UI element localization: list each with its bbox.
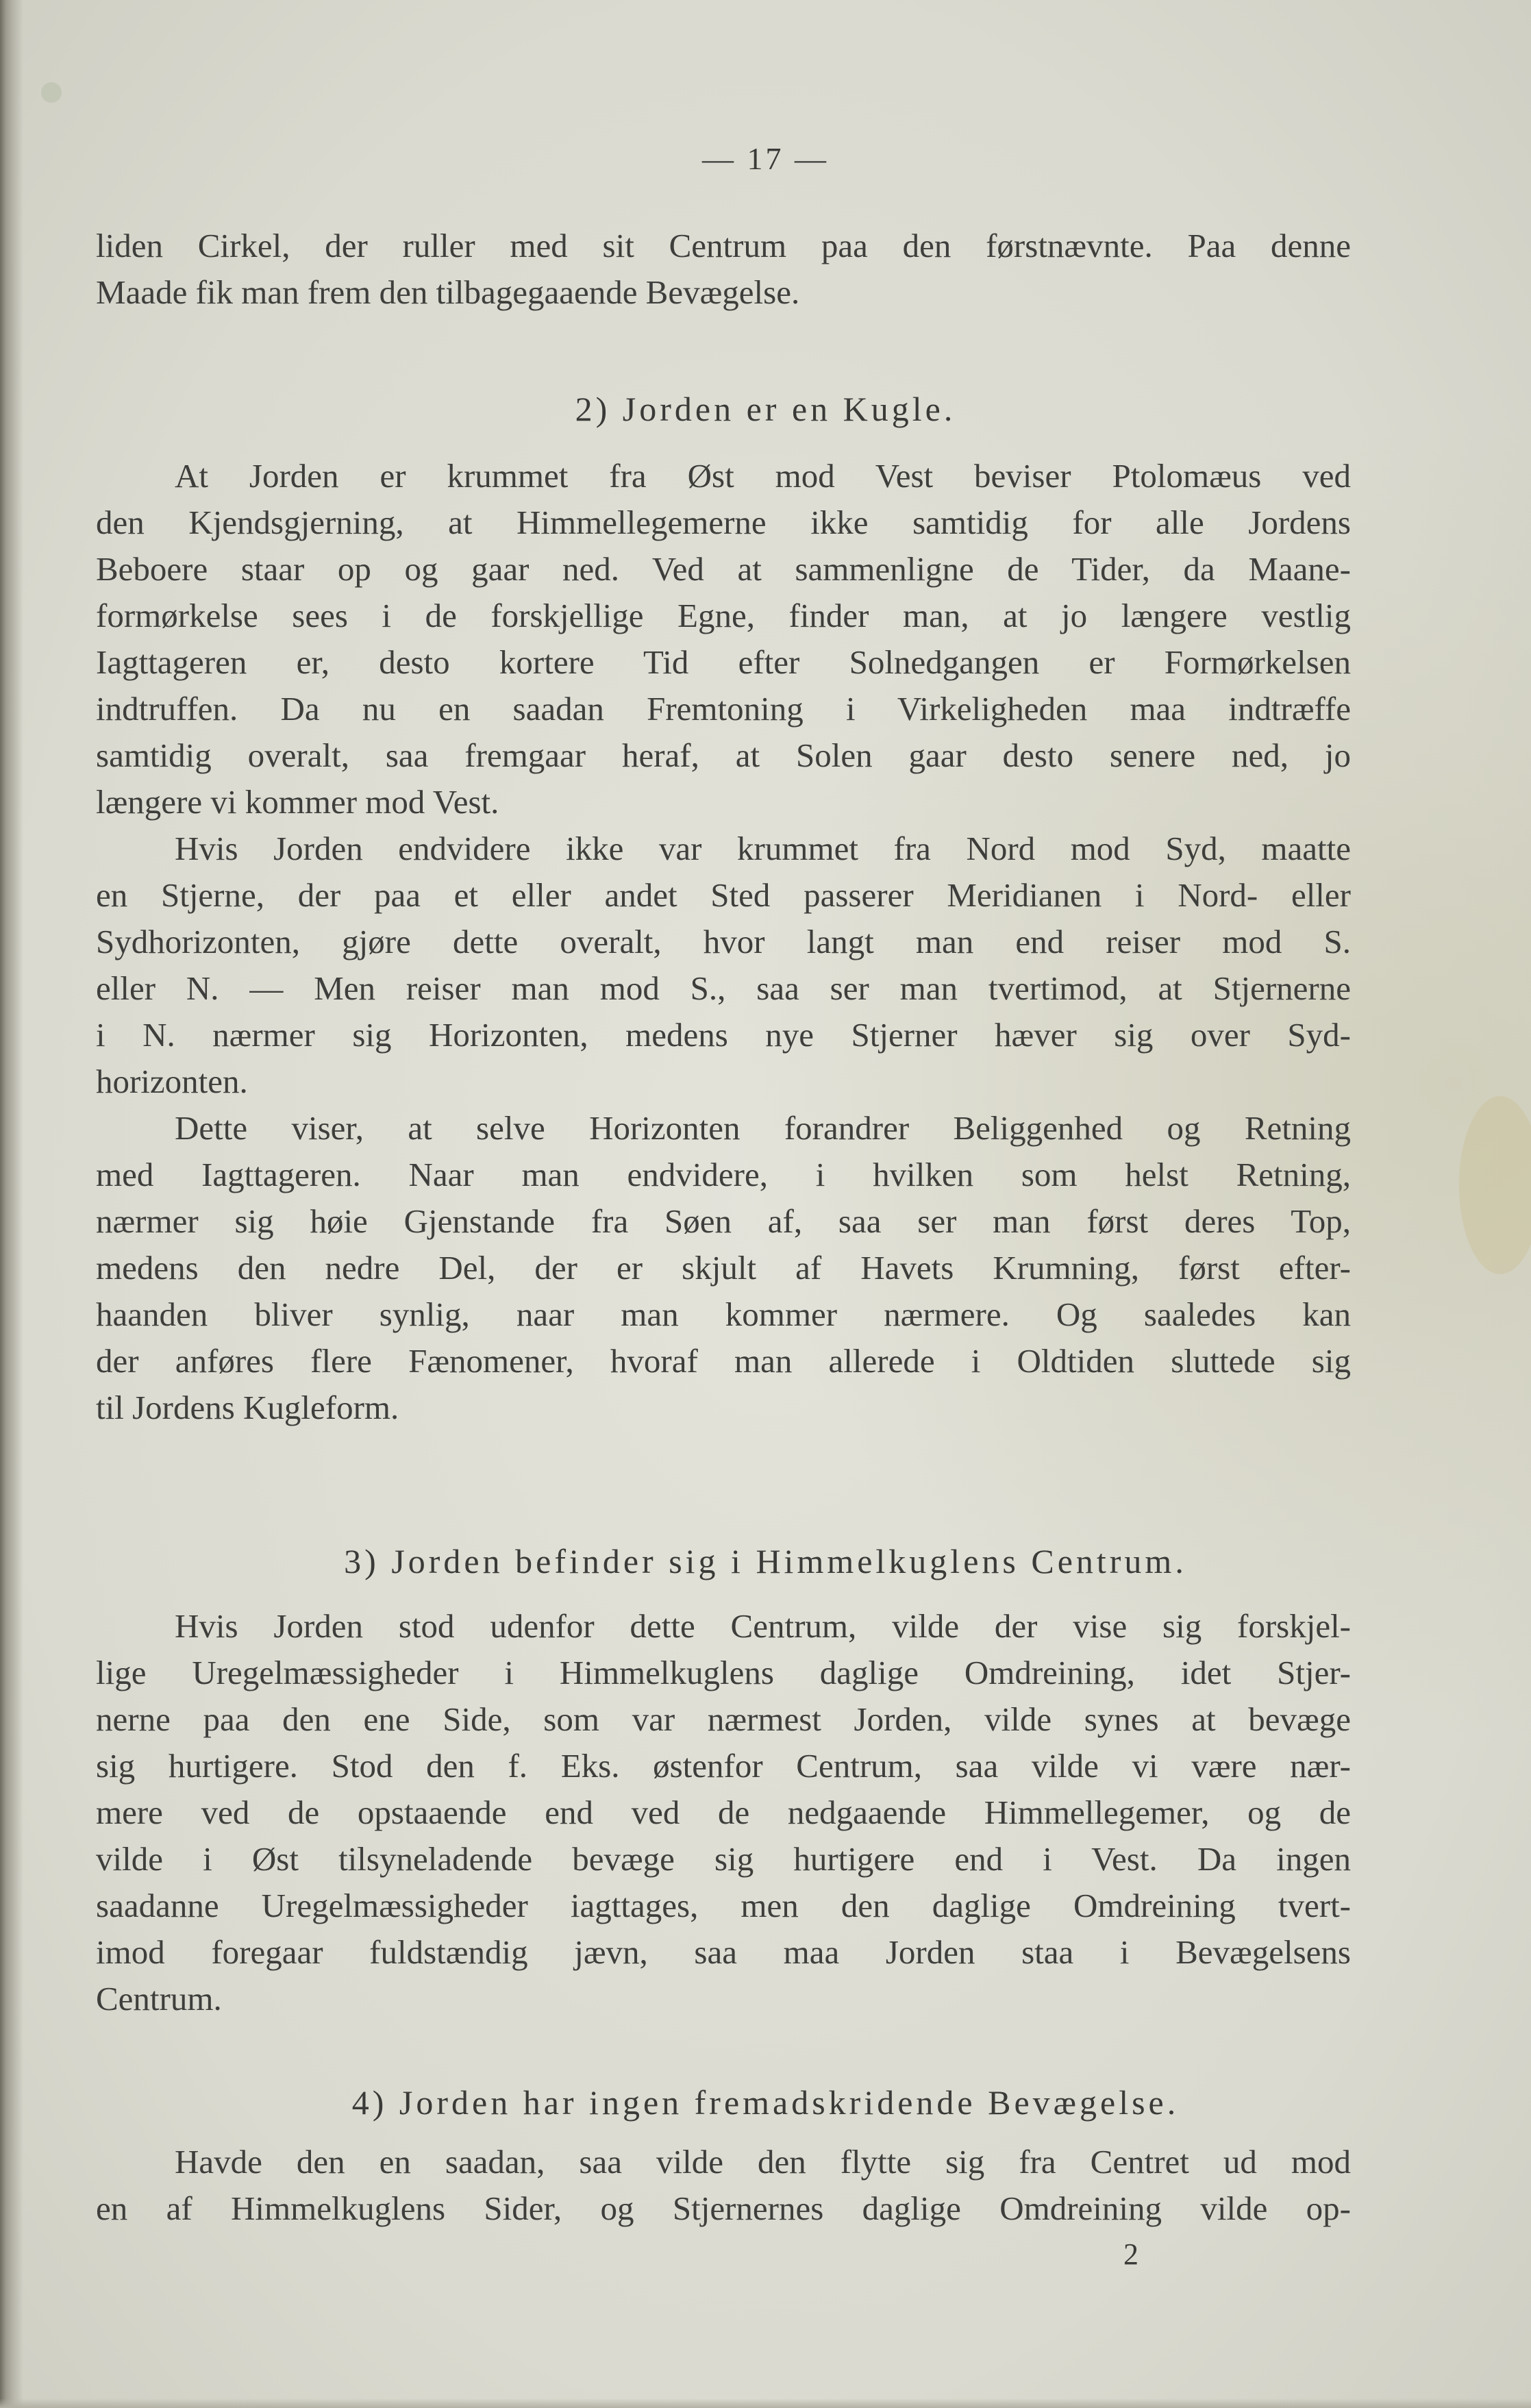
page-binding-edge xyxy=(0,0,23,2408)
text-line: indtruffen. Da nu en saadan Fremtoning i Virkeligheden maa indtræffe xyxy=(96,690,1351,728)
text-line: Sydhorizonten, gjøre dette overalt, hvor langt man end reiser mod S. xyxy=(96,923,1351,960)
text-line: nerne paa den ene Side, som var nærmest Jorden, vilde synes at bevæge xyxy=(96,1700,1351,1738)
text-line: At Jorden er krummet fra Øst mod Vest beviser Ptolomæus ved xyxy=(175,457,1351,495)
text-line: liden Cirkel, der ruller med sit Centrum paa den førstnævnte. Paa denne xyxy=(96,227,1351,264)
text-line: den Kjendsgjerning, at Himmellegemerne ikke samtidig for alle Jordens xyxy=(96,504,1351,541)
section-heading-3: 3) Jorden befinder sig i Himmelkuglens Centrum. xyxy=(344,1542,1187,1580)
text-line: eller N. — Men reiser man mod S., saa ser man tvertimod, at Stjernerne xyxy=(96,969,1351,1007)
text-line: en Stjerne, der paa et eller andet Sted passerer Meridianen i Nord- eller xyxy=(96,876,1351,914)
text-line: med Iagttageren. Naar man endvidere, i hvilken som helst Retning, xyxy=(96,1156,1351,1193)
text-line: der anføres flere Fænomener, hvoraf man allerede i Oldtiden sluttede sig xyxy=(96,1342,1351,1380)
text-line: sig hurtigere. Stod den f. Eks. østenfor Centrum, saa vilde vi være nær- xyxy=(96,1747,1351,1785)
text-line: horizonten. xyxy=(96,1063,248,1100)
section-3-paragraph-1 xyxy=(96,1603,1351,2022)
section-2-paragraph-3 xyxy=(96,1105,1351,1431)
text-line: Havde den en saadan, saa vilde den flytte sig fra Centret ud mod xyxy=(175,2143,1351,2181)
text-line: formørkelse sees i de forskjellige Egne, finder man, at jo længere vestlig xyxy=(96,597,1351,634)
section-4-paragraph-1 xyxy=(96,2139,1351,2232)
paper-stain xyxy=(41,82,62,103)
section-2-paragraph-2 xyxy=(96,826,1351,1105)
text-line: saadanne Uregelmæssigheder iagttages, men den daglige Omdreining tvert- xyxy=(96,1887,1351,1924)
running-head-page-number: — 17 — xyxy=(702,141,829,176)
text-line: Hvis Jorden endvidere ikke var krummet fra Nord mod Syd, maatte xyxy=(175,830,1351,867)
section-heading-4: 4) Jorden har ingen fremadskridende Bevægelse. xyxy=(351,2083,1180,2122)
text-line: nærmer sig høie Gjenstande fra Søen af, saa ser man først deres Top, xyxy=(96,1202,1351,1240)
text-line: en af Himmelkuglens Sider, og Stjernernes daglige Omdreining vilde op- xyxy=(96,2189,1351,2227)
text-line: lige Uregelmæssigheder i Himmelkuglens daglige Omdreining, idet Stjer- xyxy=(96,1654,1351,1691)
text-line: Iagttageren er, desto kortere Tid efter Solnedgangen er Formørkelsen xyxy=(96,643,1351,681)
section-2-paragraph-1 xyxy=(96,453,1351,826)
text-line: vilde i Øst tilsyneladende bevæge sig hurtigere end i Vest. Da ingen xyxy=(96,1840,1351,1878)
text-line: Centrum. xyxy=(96,1980,222,2018)
text-line: til Jordens Kugleform. xyxy=(96,1389,399,1426)
text-line: samtidig overalt, saa fremgaar heraf, at Solen gaar desto senere ned, jo xyxy=(96,736,1351,774)
intro-paragraph xyxy=(96,223,1351,316)
text-line: Beboere staar op og gaar ned. Ved at sammenligne de Tider, da Maane- xyxy=(96,550,1351,588)
text-line: imod foregaar fuldstændig jævn, saa maa Jorden staa i Bevægelsens xyxy=(96,1933,1351,1971)
text-line: Maade fik man frem den tilbagegaaende Bevægelse. xyxy=(96,273,800,311)
paper-stain xyxy=(1459,1096,1531,1274)
page-bottom-edge xyxy=(0,2398,1531,2408)
text-line: medens den nedre Del, der er skjult af Havets Krumning, først efter- xyxy=(96,1249,1351,1287)
signature-mark: 2 xyxy=(1123,2237,1138,2271)
text-line: Dette viser, at selve Horizonten forandrer Beliggenhed og Retning xyxy=(175,1109,1351,1147)
section-heading-2: 2) Jorden er en Kugle. xyxy=(575,390,956,428)
text-line: længere vi kommer mod Vest. xyxy=(96,783,499,821)
text-line: mere ved de opstaaende end ved de nedgaaende Himmellegemer, og de xyxy=(96,1793,1351,1831)
text-line: i N. nærmer sig Horizonten, medens nye Stjerner hæver sig over Syd- xyxy=(96,1016,1351,1054)
text-line: Hvis Jorden stod udenfor dette Centrum, vilde der vise sig forskjel- xyxy=(175,1607,1351,1645)
text-line: haanden bliver synlig, naar man kommer nærmere. Og saaledes kan xyxy=(96,1295,1351,1333)
